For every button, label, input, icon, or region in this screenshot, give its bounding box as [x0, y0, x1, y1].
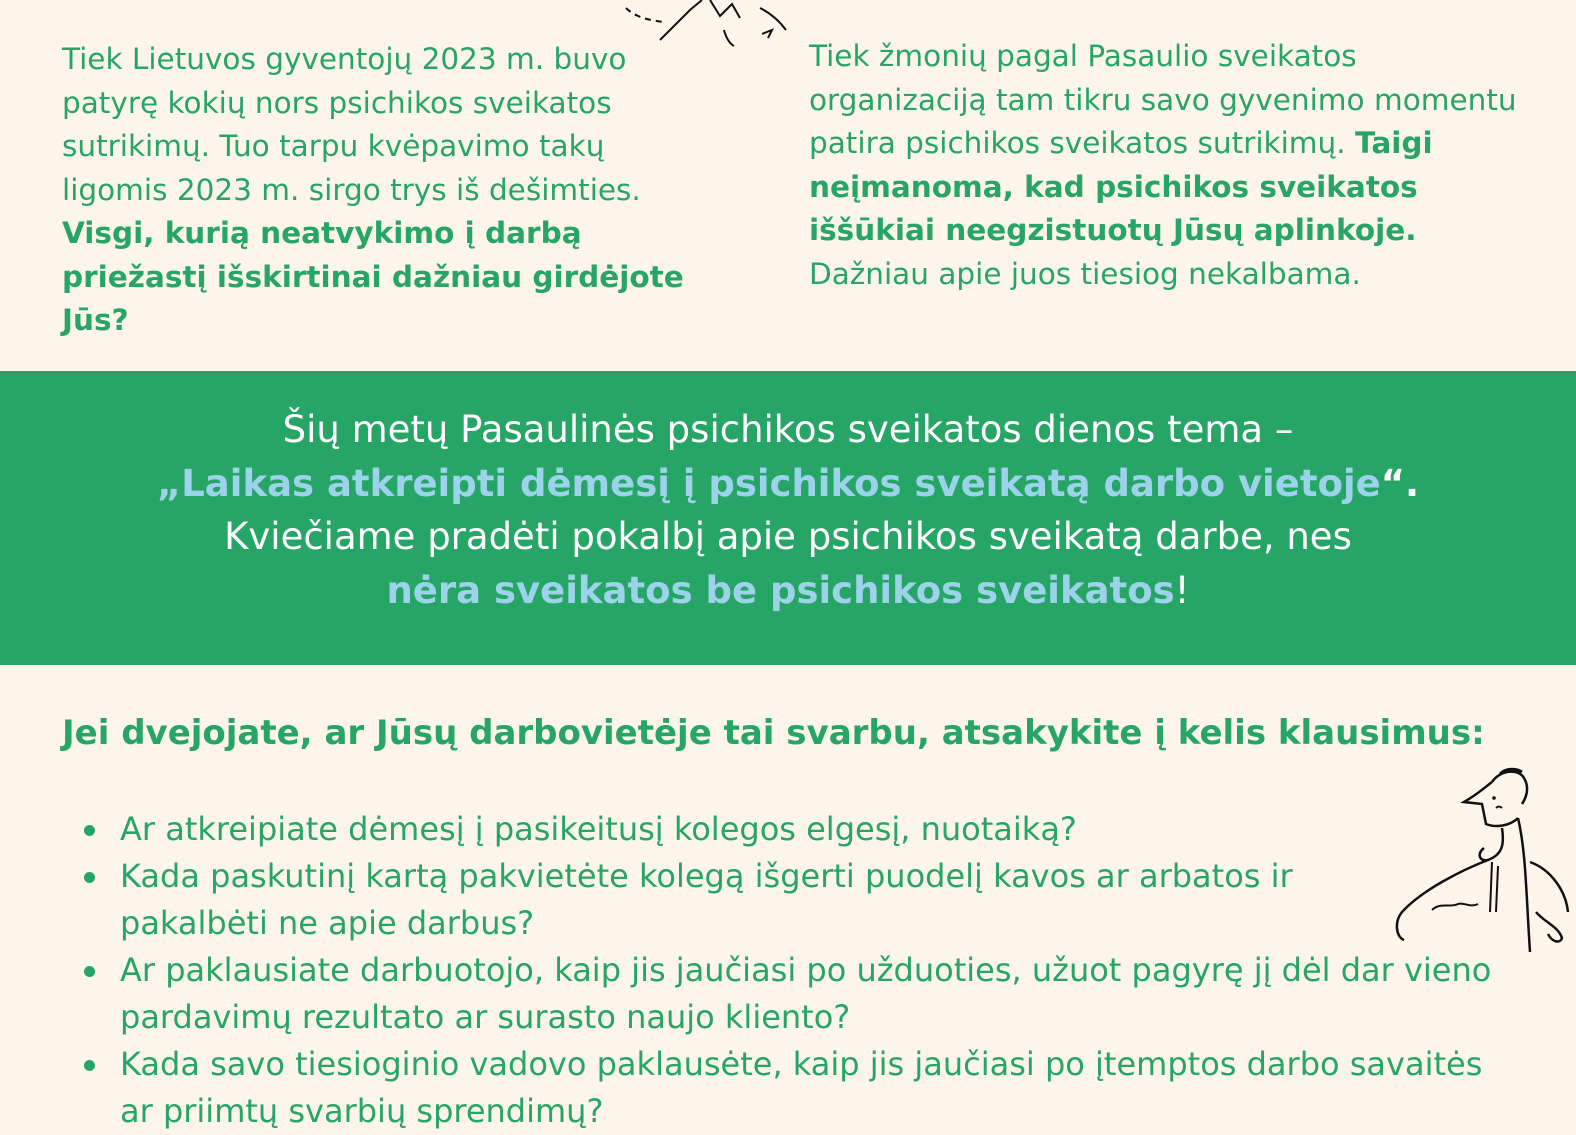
banner-quote-open: „: [156, 461, 182, 505]
right-text-bold: Taigi neįmanoma, kad psichikos sveikatos iššūkiai neegzistuotų Jūsų aplinkoje.: [809, 126, 1433, 247]
checklist: [80, 806, 1520, 1135]
right-text-plain-2: Dažniau apie juos tiesiog nekalbama.: [809, 256, 1361, 291]
banner-slogan-highlight: nėra sveikatos be psichikos sveikatos: [386, 568, 1175, 612]
banner-line-2: [0, 457, 1576, 511]
banner-line-4: [0, 564, 1576, 618]
banner-quote-close: “.: [1380, 461, 1420, 505]
left-text-plain: Tiek Lietuvos gyventojų 2023 m. buvo patyrę kokių nors psichikos sveikatos sutrikimų. Tuo tarpu kvėpavimo takų ligomis 2023 m. sirgo trys iš dešimties.: [62, 42, 641, 207]
checklist-item: Ar atkreipiate dėmesį į pasikeitusį kolegos elgesį, nuotaiką?: [80, 806, 1520, 853]
mountain-doodle-illustration: [620, 0, 800, 52]
left-text-bold: Visgi, kurią neatvykimo į darbą priežastį išskirtinai dažniau girdėjote Jūs?: [62, 216, 684, 337]
banner-theme-highlight: Laikas atkreipti dėmesį į psichikos sveikatą darbo vietoje: [181, 461, 1381, 505]
theme-banner: [0, 371, 1576, 665]
banner-line-3: Kviečiame pradėti pokalbį apie psichikos sveikatą darbe, nes: [224, 515, 1352, 558]
checklist-heading: Jei dvejojate, ar Jūsų darbovietėje tai svarbu, atsakykite į kelis klausimus:: [62, 713, 1485, 753]
checklist-item: Kada paskutinį kartą pakvietėte kolegą išgerti puodelį kavos ar arbatos ir pakalbėti ne apie darbus?: [80, 853, 1410, 947]
checklist-item: Ar paklausiate darbuotojo, kaip jis jaučiasi po užduoties, užuot pagyrę jį dėl dar vieno pardavimų rezultato ar surasto naujo kliento?: [80, 947, 1510, 1041]
banner-line-1: Šių metų Pasaulinės psichikos sveikatos dienos tema –: [282, 408, 1294, 451]
left-text-block: [62, 38, 702, 343]
right-text-block: [809, 35, 1534, 296]
checklist-item: Kada savo tiesioginio vadovo paklausėte, kaip jis jaučiasi po įtemptos darbo savaitės ar priimtų svarbių sprendimų?: [80, 1041, 1510, 1135]
banner-exclamation: !: [1174, 568, 1190, 612]
right-text-plain-1: Tiek žmonių pagal Pasaulio sveikatos organizaciją tam tikru savo gyvenimo momentu patira psichikos sveikatos sutrikimų.: [809, 39, 1517, 160]
